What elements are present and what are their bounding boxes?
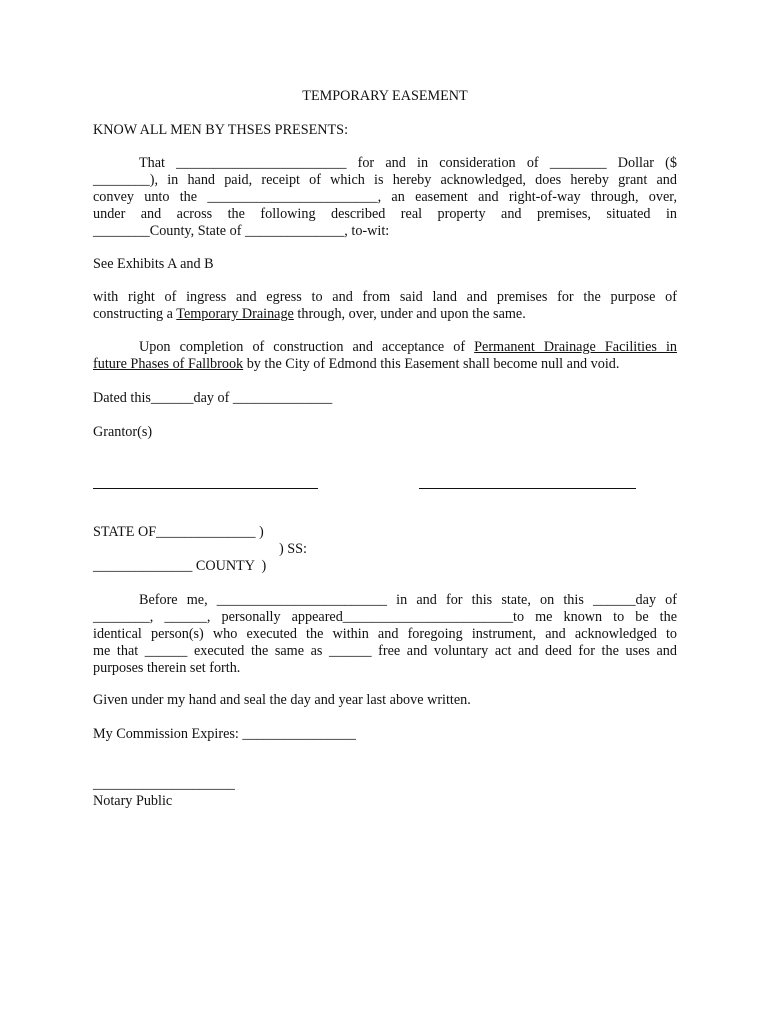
grant-line-4: under and across the following described real property and premises, situated in bbox=[93, 206, 677, 222]
purpose-line-2: constructing a Temporary Drainage through, over, under and upon the same. bbox=[93, 306, 526, 322]
grant-paragraph bbox=[93, 155, 677, 240]
county-line: ______________ COUNTY ) bbox=[93, 558, 267, 574]
grantor-signature-line-2 bbox=[419, 488, 636, 489]
ack-line-4: me that ______ executed the same as ______ free and voluntary act and deed for the uses and bbox=[93, 643, 677, 659]
completion-paragraph bbox=[93, 339, 677, 373]
completion-line-1: Upon completion of construction and acceptance of Permanent Drainage Facilities in bbox=[139, 339, 677, 355]
grant-line-3: convey unto the ________________________, an easement and right-of-way through, over, bbox=[93, 189, 677, 205]
exhibits-reference: See Exhibits A and B bbox=[93, 256, 214, 272]
notary-public-label: Notary Public bbox=[93, 793, 173, 809]
ack-line-1: Before me, ________________________ in and for this state, on this ______day of bbox=[139, 592, 677, 608]
grant-line-1: That ________________________ for and in consideration of ________ Dollar ($ bbox=[139, 155, 677, 171]
document-title: TEMPORARY EASEMENT bbox=[302, 88, 468, 104]
given-statement: Given under my hand and seal the day and year last above written. bbox=[93, 692, 471, 708]
ack-line-3: identical person(s) who executed the within and foregoing instrument, and acknowledged to bbox=[93, 626, 677, 642]
notary-signature-line: ____________________ bbox=[93, 776, 235, 792]
temporary-drainage-term: Temporary Drainage bbox=[176, 306, 294, 322]
grant-line-5: ________County, State of ______________, to-wit: bbox=[93, 223, 390, 239]
state-county-block bbox=[93, 524, 677, 575]
permanent-drainage-term: Permanent Drainage Facilities in bbox=[474, 339, 677, 355]
grantor-signature-line-1 bbox=[93, 488, 318, 489]
ack-line-5: purposes therein set forth. bbox=[93, 660, 241, 676]
purpose-paragraph bbox=[93, 289, 677, 323]
salutation: KNOW ALL MEN BY THSES PRESENTS: bbox=[93, 122, 349, 138]
grant-line-2: ________), in hand paid, receipt of which is hereby acknowledged, does hereby grant and bbox=[93, 172, 677, 188]
grantors-label: Grantor(s) bbox=[93, 424, 153, 440]
state-line: STATE OF______________ ) bbox=[93, 524, 264, 540]
notary-acknowledgment bbox=[93, 592, 677, 677]
completion-line-2: future Phases of Fallbrook by the City of Edmond this Easement shall become null and void. bbox=[93, 356, 620, 372]
ack-line-2: ________, ______, personally appeared________________________to me known to be the bbox=[93, 609, 677, 625]
purpose-line-1: with right of ingress and egress to and from said land and premises for the purpose of bbox=[93, 289, 677, 305]
dated-line: Dated this______day of ______________ bbox=[93, 390, 333, 406]
commission-expires: My Commission Expires: ________________ bbox=[93, 726, 356, 742]
ss-line: ) SS: bbox=[279, 541, 307, 557]
fallbrook-phases-term: future Phases of Fallbrook bbox=[93, 356, 244, 372]
